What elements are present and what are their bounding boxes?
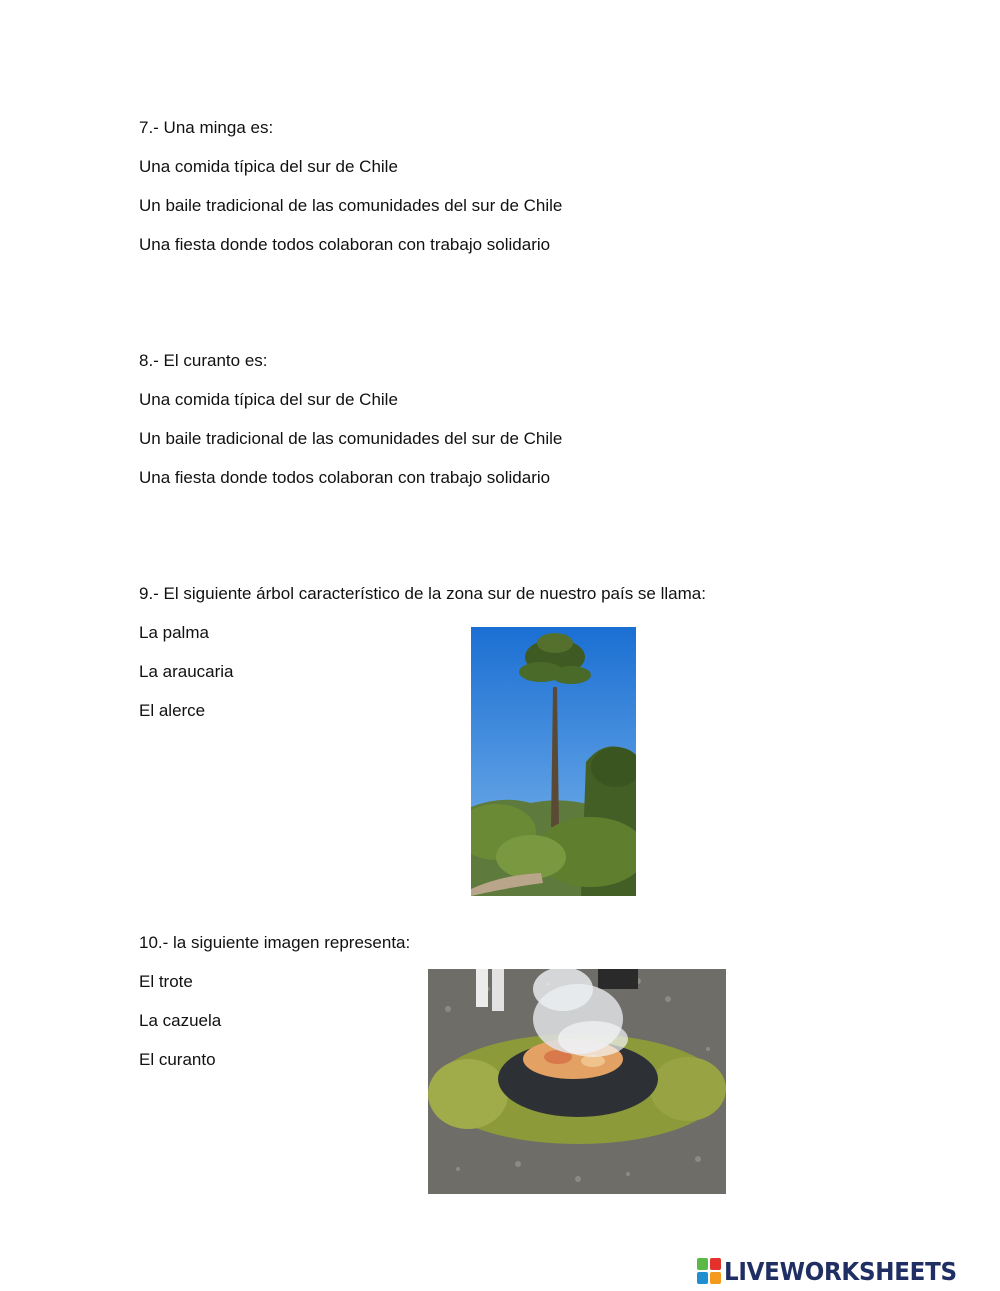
q7-option-3[interactable]: Una fiesta donde todos colaboran con trabajo solidario xyxy=(139,235,551,254)
q8-option-2[interactable]: Un baile tradicional de las comunidades del sur de Chile xyxy=(139,429,563,448)
q10-option-1[interactable]: El trote xyxy=(139,972,193,991)
liveworksheets-logo xyxy=(697,1256,977,1286)
liveworksheets-cube-icon xyxy=(697,1258,721,1284)
question-9: 9.- El siguiente árbol característico de la zona sur de nuestro país se llama: xyxy=(139,584,706,603)
question-7: 7.- Una minga es: xyxy=(139,118,274,137)
q8-option-3[interactable]: Una fiesta donde todos colaboran con trabajo solidario xyxy=(139,468,551,487)
q9-option-3[interactable]: El alerce xyxy=(139,701,206,720)
question-10: 10.- la siguiente imagen representa: xyxy=(139,933,411,952)
q7-option-2[interactable]: Un baile tradicional de las comunidades del sur de Chile xyxy=(139,196,563,215)
q9-option-2[interactable]: La araucaria xyxy=(139,662,234,681)
araucaria-tree-image xyxy=(471,627,636,896)
q8-option-1[interactable]: Una comida típica del sur de Chile xyxy=(139,390,398,409)
q9-option-1[interactable]: La palma xyxy=(139,623,209,642)
q10-option-2[interactable]: La cazuela xyxy=(139,1011,222,1030)
curanto-image xyxy=(428,969,726,1194)
q7-option-1[interactable]: Una comida típica del sur de Chile xyxy=(139,157,398,176)
brand-text: LIVEWORKSHEETS xyxy=(724,1256,957,1286)
q10-option-3[interactable]: El curanto xyxy=(139,1050,216,1069)
question-8: 8.- El curanto es: xyxy=(139,351,268,370)
